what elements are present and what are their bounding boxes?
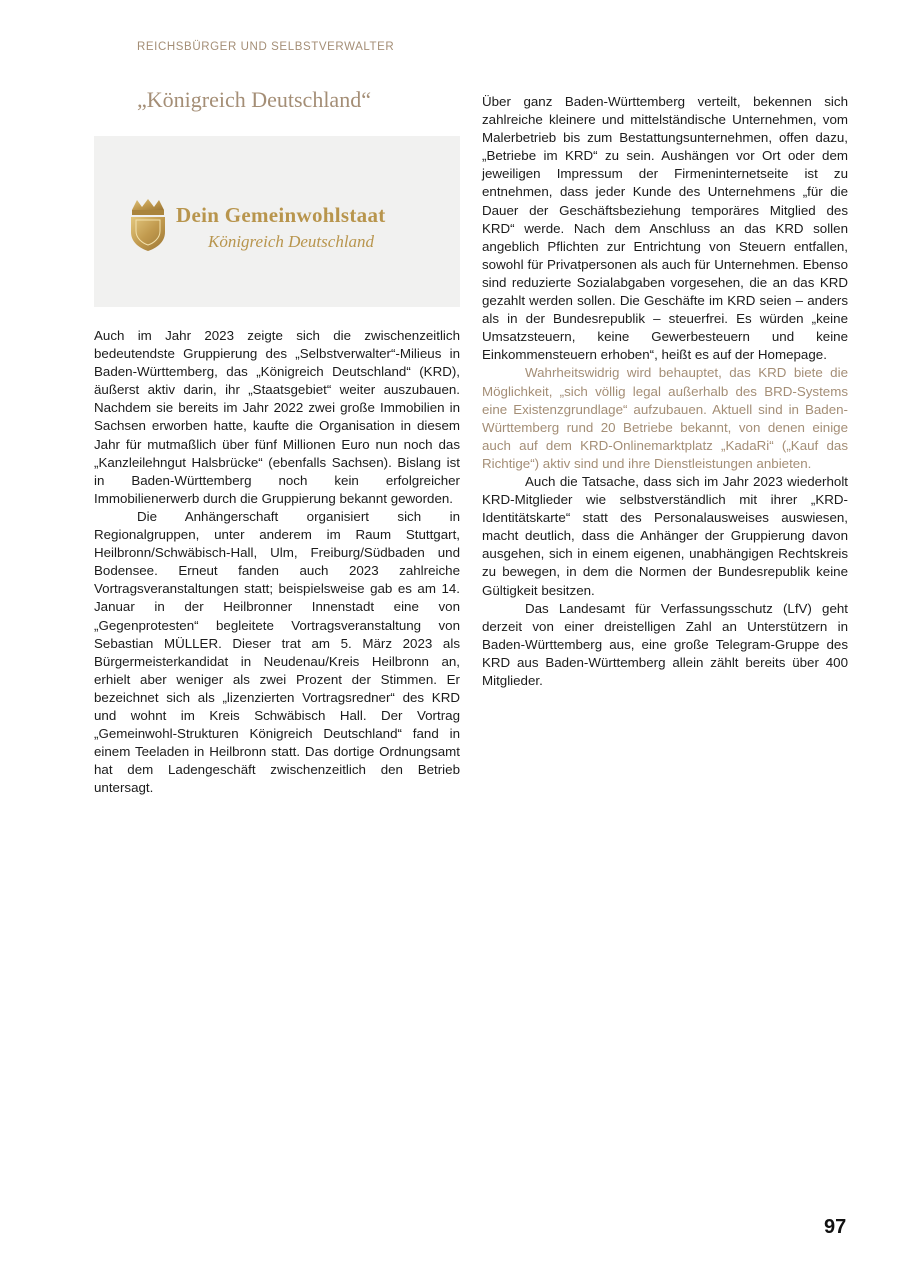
right-column: [482, 93, 848, 690]
crown-shield-icon: [128, 198, 168, 252]
article-title: „Königreich Deutschland“: [137, 87, 371, 112]
left-column: [94, 82, 460, 797]
paragraph: Auch die Tatsache, dass sich im Jahr 2023 wiederholt KRD-Mitglieder wie selbstverständlich mit ihrer „KRD-Identitätskarte“ statt des Personalausweises auswiesen, macht deutlich, dass die Anhänger der Gruppierung davon ausgehen, sich in einem eigenen, unabhängigen Rechtskreis zu bewegen, in dem die Normen der Bundesrepublik keine Gültigkeit besitzen.: [482, 473, 848, 598]
left-text-block: [94, 327, 460, 797]
logo-subline: Königreich Deutschland: [208, 232, 375, 251]
paragraph: Die Anhängerschaft organisiert sich in Regionalgruppen, unter anderem im Raum Stuttgart, Heilbronn/Schwäbisch-Hall, Ulm, Freiburg/Südbaden und Bodensee. Erneut fanden auch 2023 zahlreiche Vortragsveranstaltungen statt; beispielsweise gab es am 14. Januar in der Heilbronner Innenstadt eine von „Gegenprotesten“ begleitete Vortragsveranstaltung von Sebastian MÜLLER. Dieser trat am 5. März 2023 als Bürgermeisterkandidat in Neudenau/Kreis Heilbronn an, erhielt aber weniger als zwei Prozent der Stimmen. Er bezeichnet sich als „lizenzierten Vortragsredner“ des KRD und wohnt im Kreis Schwäbisch Hall. Der Vortrag „Gemeinwohl-Strukturen Königreich Deutschland“ fand in einem Teeladen in Heilbronn statt. Das dortige Ordnungsamt hat dem Ladengeschäft zwischenzeitlich den Betrieb untersagt.: [94, 508, 460, 796]
paragraph: Über ganz Baden-Württemberg verteilt, bekennen sich zahlreiche kleinere und mittelständische Unternehmen, vom Malerbetrieb bis zum Bestattungsunternehmen, offen dazu, „Betriebe im KRD“ zu sein. Aushängen vor Ort oder dem jeweiligen Impressum der Firmeninternetseite ist zu entnehmen, dass jeder Kunde des Unternehmens „für die Dauer der Geschäftsbeziehung temporäres Mitglied des KRD“ werde. Nach dem Anschluss an das KRD sollen angeblich Pflichten zur Entrichtung von Steuern entfallen, sowohl für Privatpersonen als auch für Unternehmen. Ebenso sind reduzierte Sozialabgaben vorgesehen, die an das KRD gezahlt werden sollen. Die Geschäfte im KRD seien – anders als in der Bundesrepublik – steuerfrei. Es würden „keine Umsatzsteuern, keine Gewerbesteuern und keine Einkommensteuern erhoben“, heißt es auf der Homepage.: [482, 94, 848, 363]
logo-headline: Dein Gemeinwohlstaat: [176, 203, 386, 227]
page-number: 97: [824, 1216, 847, 1238]
highlighted-paragraph: Wahrheitswidrig wird behauptet, das KRD biete die Möglichkeit, „sich völlig legal außerhalb des BRD-Systems eine Existenzgrundlage“ aufzubauen. Aktuell sind in Baden-Württemberg rund 20 Betriebe bekannt, von denen einige auch auf dem KRD-Onlinemarktplatz „KadaRi“ („Kauf das Richtige“) aktiv sind und ihre Dienstleistungen anbieten.: [482, 365, 848, 471]
paragraph: Das Landesamt für Verfassungsschutz (LfV) geht derzeit von einer dreistelligen Zahl an Unterstützern in Baden-Württemberg aus, eine große Telegram-Gruppe des KRD aus Baden-Württemberg allein zählt bereits über 400 Mitglieder.: [482, 600, 848, 688]
running-header: REICHSBÜRGER UND SELBSTVERWALTER: [137, 41, 395, 53]
paragraph: Auch im Jahr 2023 zeigte sich die zwischenzeitlich bedeutendste Gruppierung des „Selbstverwalter“-Milieus in Baden-Württemberg, das „Königreich Deutschland“ (KRD), äußerst aktiv darin, ihr „Staatsgebiet“ weiter auszubauen. Nachdem sie bereits im Jahr 2022 zwei große Immobilien in Sachsen erworben hatte, kaufte die Organisation in diesem Jahr für mutmaßlich über fünf Millionen Euro nun noch das „Kanzleilehngut Halsbrücke“ (ebenfalls Sachsen). Bislang ist in Baden-Württemberg noch kein erfolgreicher Immobilienerwerb durch die Gruppierung bekannt geworden.: [94, 328, 460, 506]
krd-logo-image: [94, 136, 460, 307]
